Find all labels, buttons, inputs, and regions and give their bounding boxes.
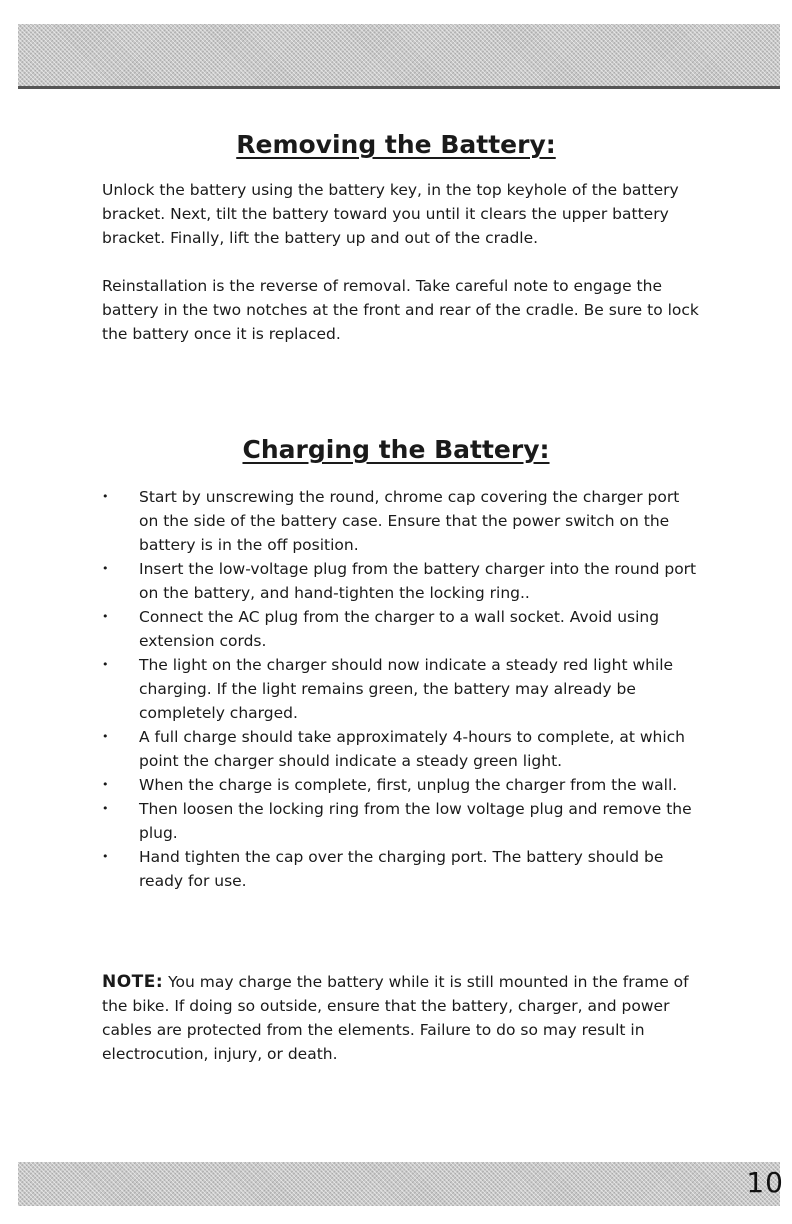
step-text: A full charge should take approximately 4-hours to complete, at which point the charger should indicate a steady green light. (139, 728, 686, 770)
step-text: Start by unscrewing the round, chrome cap covering the charger port on the side of the battery case. Ensure that the power switch on the battery is in the off position. (139, 488, 680, 554)
footer-band (18, 1162, 780, 1206)
note-paragraph (102, 970, 702, 1066)
step-text: Insert the low-voltage plug from the battery charger into the round port on the battery, and hand-tighten the locking ring.. (139, 560, 697, 602)
bullet-icon: • (102, 730, 109, 743)
page-number: 10 (746, 1166, 784, 1199)
bullet-icon: • (102, 850, 109, 863)
bullet-icon: • (102, 562, 109, 575)
step-text: Then loosen the locking ring from the low voltage plug and remove the plug. (139, 800, 692, 842)
step-text: When the charge is complete, first, unplug the charger from the wall. (139, 776, 678, 794)
list-item (102, 605, 702, 653)
list-item (102, 485, 702, 557)
list-item (102, 725, 702, 773)
list-item (102, 557, 702, 605)
bullet-icon: • (102, 610, 109, 623)
list-item (102, 845, 702, 893)
removing-paragraph-1: Unlock the battery using the battery key, in the top keyhole of the battery bracket. Next, tilt the battery toward you until it clears the upper battery bracket. Finally, lift the battery up and out of the cradle. (102, 181, 679, 247)
note-text: You may charge the battery while it is still mounted in the frame of the bike. If doing so outside, ensure that the battery, charger, and power cables are protected from the elements. Failure to do so may result in electrocution, injury, or death. (102, 973, 689, 1063)
note-label: NOTE: (102, 972, 164, 992)
bullet-icon: • (102, 490, 109, 503)
removing-paragraph-2: Reinstallation is the reverse of removal. Take careful note to engage the battery in the two notches at the front and rear of the cradle. Be sure to lock the battery once it is replaced. (102, 277, 699, 343)
bullet-icon: • (102, 802, 109, 815)
step-text: The light on the charger should now indicate a steady red light while charging. If the light remains green, the battery may already be completely charged. (139, 656, 674, 722)
charging-battery-heading: Charging the Battery: (242, 435, 550, 464)
list-item (102, 773, 702, 797)
removing-battery-heading: Removing the Battery: (236, 130, 556, 159)
bullet-icon: • (102, 778, 109, 791)
charging-steps-list (102, 485, 702, 893)
step-text: Hand tighten the cap over the charging port. The battery should be ready for use. (139, 848, 664, 890)
list-item (102, 797, 702, 845)
step-text: Connect the AC plug from the charger to a wall socket. Avoid using extension cords. (139, 608, 660, 650)
list-item (102, 653, 702, 725)
bullet-icon: • (102, 658, 109, 671)
header-band (18, 24, 780, 89)
